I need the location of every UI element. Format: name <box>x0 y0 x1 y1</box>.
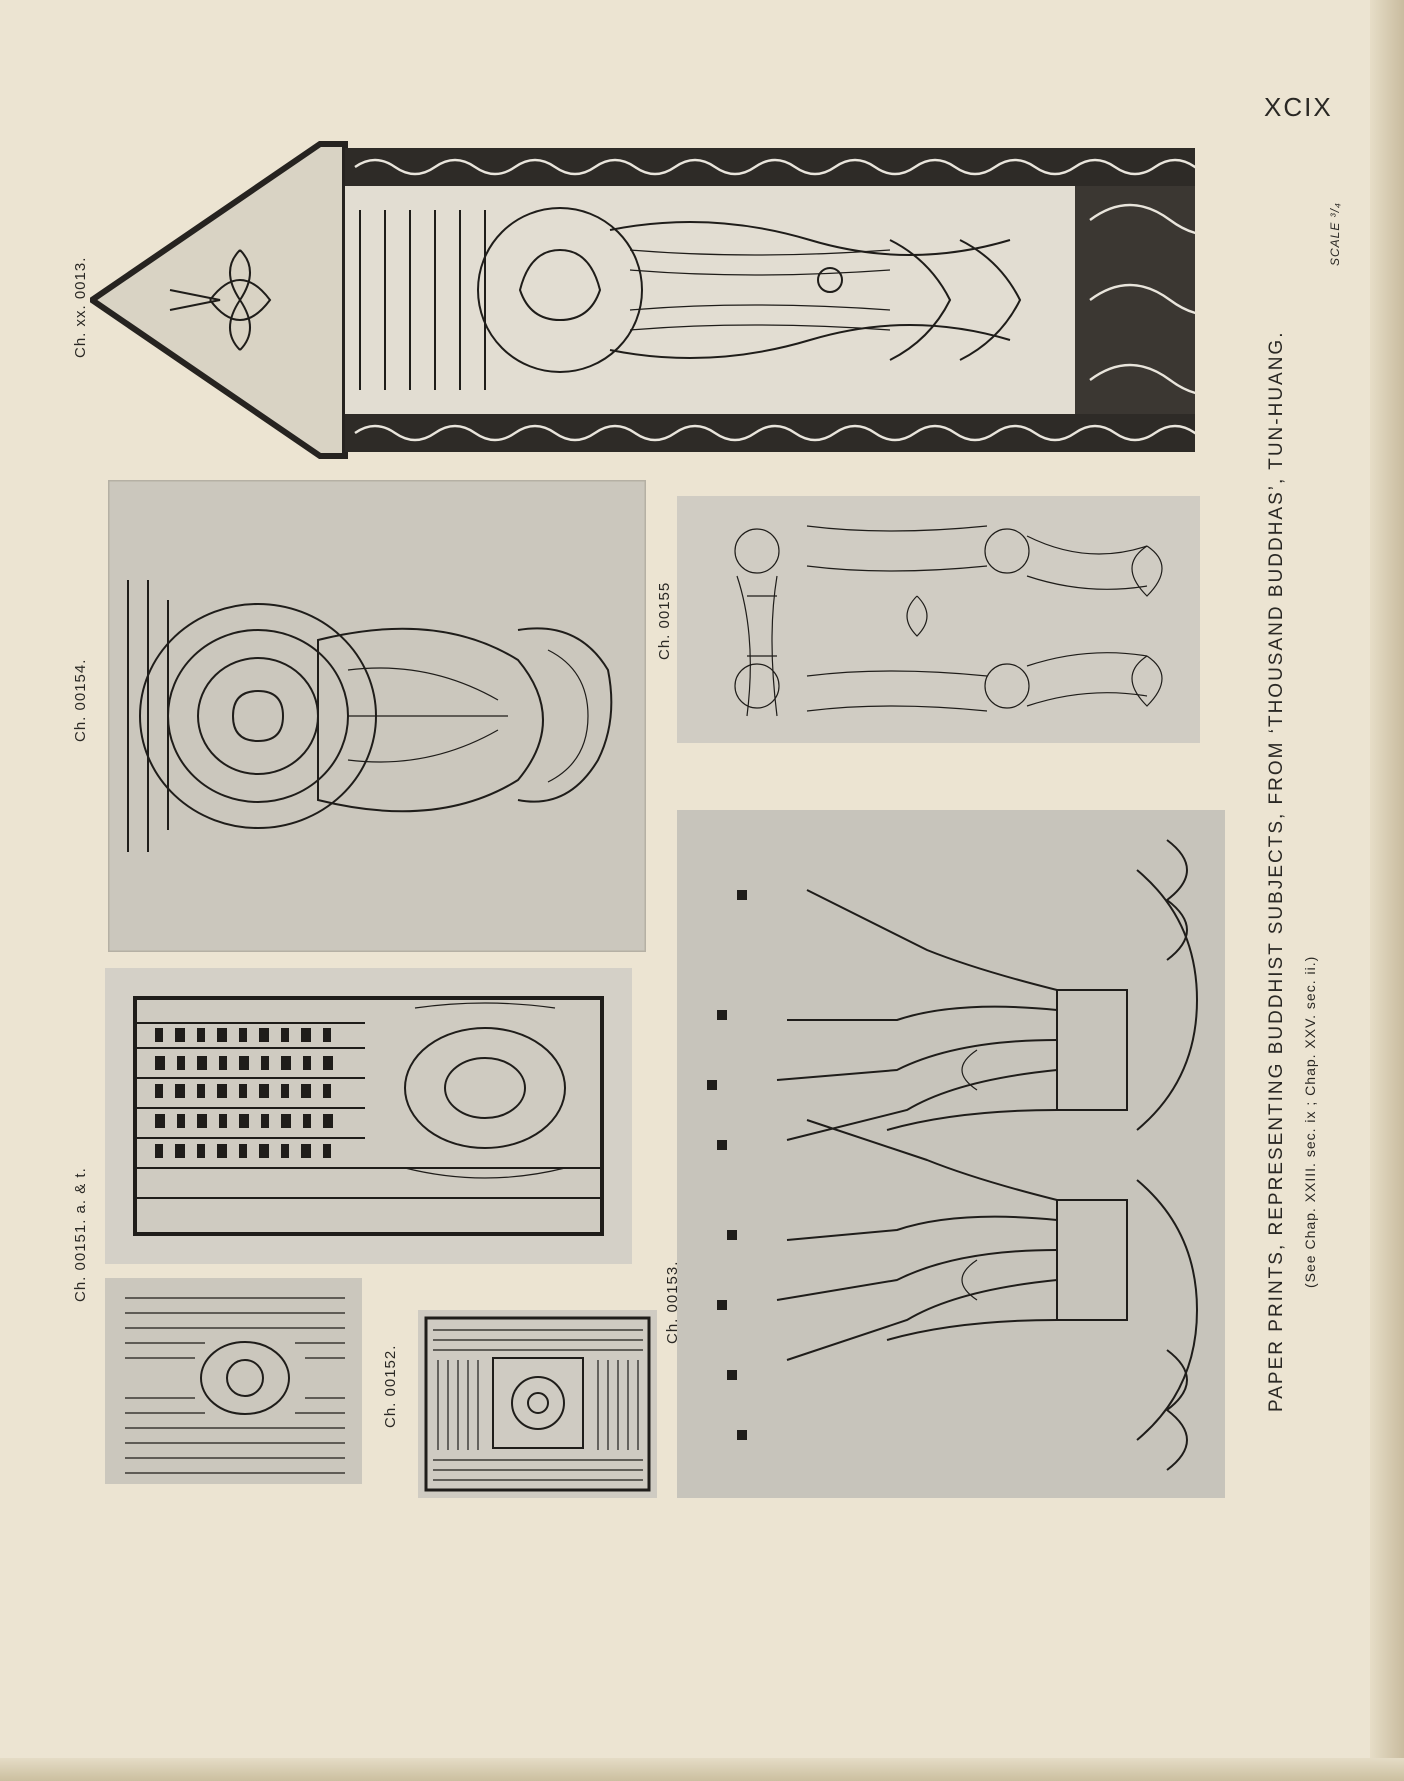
scale-note: SCALE ³/₄ <box>1328 202 1342 266</box>
page-bottom-edge <box>0 1758 1404 1781</box>
label-ch-00154: Ch. 00154. <box>72 658 89 742</box>
label-ch-00152: Ch. 00152. <box>382 1344 399 1428</box>
print-ch-00154 <box>108 480 646 952</box>
page-gutter-shadow <box>1370 0 1404 1781</box>
plate-caption-title: PAPER PRINTS, REPRESENTING BUDDHIST SUBJECTS, FROM ‘THOUSAND BUDDHAS’, TUN-HUANG. <box>1266 330 1287 1412</box>
label-ch-00151: Ch. 00151. a. & t. <box>72 1167 89 1302</box>
print-ch-xx-0013 <box>90 140 1195 460</box>
print-ch-00153 <box>677 810 1225 1498</box>
plate-caption-note: (See Chap. XXIII. sec. ix ; Chap. XXV. sec. ii.) <box>1302 955 1318 1288</box>
print-ch-00155 <box>677 496 1200 743</box>
print-ch-00152 <box>418 1310 657 1498</box>
label-ch-00153: Ch. 00153. <box>664 1260 681 1344</box>
label-ch-xx-0013: Ch. xx. 0013. <box>72 256 89 358</box>
plate-number: XCIX <box>1264 92 1333 122</box>
label-ch-00155: Ch. 00155 <box>656 581 673 660</box>
